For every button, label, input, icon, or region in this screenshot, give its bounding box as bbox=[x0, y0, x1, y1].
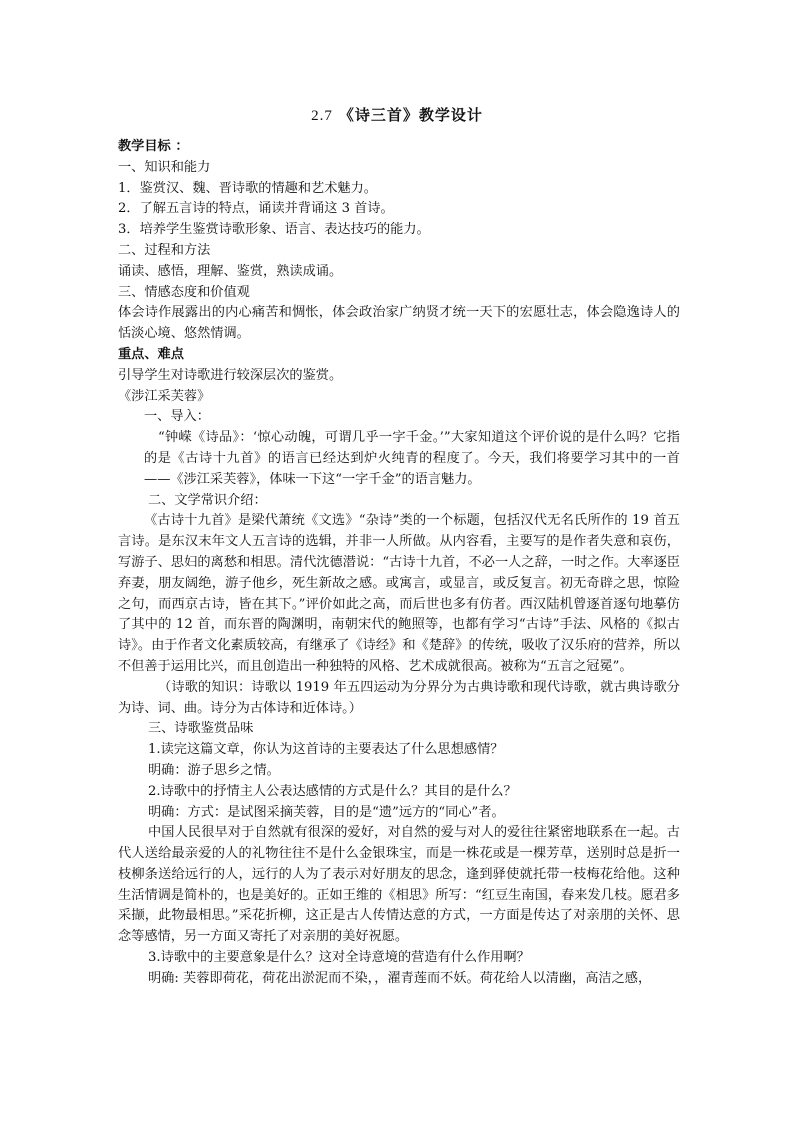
literature-text: 《古诗十九首》是梁代萧统《文选》“杂诗”类的一个标题，包括汉代无名氏所作的 19 首五言诗。是东汉末年文人五言诗的选辑，并非一人所做。从内容看，主要写的是作者失意和哀伤，写游子、思妇的离愁和相思。清代沈德潜说：“古诗十九首，不必一人之辞，一时之作。大率逐臣弃妻，朋友阔绝，游子他乡，死生新故之感。或寓言，或显言，或反复言。初无奇辟之思，惊险之句，而西京古诗，皆在其下。”评价如此之高，而后世也多有仿者。西汉陆机曾逐首逐句地摹仿了其中的 12 首，而东晋的陶渊明，南朝宋代的鲍照等，也都有学习“古诗”手法、风格的《拟古诗》。由于作者文化素质较高，有继承了《诗经》和《楚辞》的传统，吸收了汉乐府的营养，所以不但善于运用比兴，而且创造出一种独特的风格、艺术成就很高。被称为“五言之冠冕”。 bbox=[118, 513, 680, 674]
section-knowledge: 一、知识和能力 bbox=[118, 159, 211, 175]
document-body bbox=[118, 137, 680, 990]
goal-item-3: 3．培养学生鉴赏诗歌形象、语言、表达技巧的能力。 bbox=[118, 222, 430, 238]
key-heading: 重点、难点 bbox=[118, 346, 184, 362]
document-title bbox=[0, 104, 794, 125]
question-2: 2.诗歌中的抒情主人公表达感情的方式是什么？其目的是什么？ bbox=[148, 783, 517, 799]
title-number: 2.7 bbox=[311, 108, 333, 124]
literature-heading: 二、文学常识介绍： bbox=[148, 492, 267, 508]
key-text: 引导学生对诗歌进行较深层次的鉴赏。 bbox=[118, 367, 343, 383]
attitude-text: 体会诗作展露出的内心痛苦和惆怅，体会政治家广纳贤才统一天下的宏愿壮志，体会隐逸诗人的恬淡心境、悠然情调。 bbox=[118, 305, 680, 342]
question-1: 1.读完这篇文章，你认为这首诗的主要表达了什么思想感情？ bbox=[148, 742, 504, 758]
poetry-note: （诗歌的知识：诗歌以 1919 年五四运动为分界分为古典诗歌和现代诗歌，就古典诗歌分为诗、词、曲。诗分为古体诗和近体诗。） bbox=[118, 679, 680, 716]
section-process: 二、过程和方法 bbox=[118, 242, 211, 258]
answer-2: 明确：方式：是试图采摘芙蓉，目的是“遗”远方的“同心”者。 bbox=[148, 804, 505, 820]
answer-1: 明确：游子思乡之情。 bbox=[148, 762, 280, 778]
goal-item-1: 1．鉴赏汉、魏、晋诗歌的情趣和艺术魅力。 bbox=[118, 180, 377, 196]
appreciation-heading: 三、诗歌鉴赏品味 bbox=[148, 721, 254, 737]
answer-3: 明确: 芙蓉即荷花，荷花出淤泥而不染，，濯青莲而不妖。荷花给人以清幽，高洁之感， bbox=[148, 970, 652, 986]
nature-paragraph: 中国人民很早对于自然就有很深的爱好，对自然的爱与对人的爱往往紧密地联系在一起。古代人送给最亲爱的人的礼物往往不是什么金银珠宝，而是一株花或是一棵芳草，送别时总是折一枝柳条送给远行的人，远行的人为了表示对好朋友的思念，逢到驿使就托带一枝梅花给他。这种生活情调是简朴的，也是美好的。正如王维的《相思》所写：“红豆生南国，春来发几枝。愿君多采撷，此物最相思。”采花折柳，这正是古人传情达意的方式，一方面是传达了对亲朋的关怀、思念等感情，另一方面又寄托了对亲朋的美好祝愿。 bbox=[118, 825, 680, 945]
poem-title: 《涉江采芙蓉》 bbox=[118, 388, 211, 404]
intro-text: “钟嵘《诗品》：‘惊心动魄，可谓几乎一字千金。’”大家知道这个评价说的是什么吗？它指的是《古诗十九首》的语言已经达到炉火纯青的程度了。今天，我们将要学习其中的一首——《涉江采芙蓉》，体味一下这“一字千金”的语言魅力。 bbox=[144, 430, 680, 487]
intro-heading: 一、导入： bbox=[144, 409, 210, 425]
process-text: 诵读、感悟，理解、鉴赏，熟读成诵。 bbox=[118, 263, 343, 279]
section-attitude: 三、情感态度和价值观 bbox=[118, 284, 250, 300]
title-text: 《诗三首》教学设计 bbox=[338, 106, 483, 124]
goal-item-2: 2．了解五言诗的特点，诵读并背诵这 3 首诗。 bbox=[118, 201, 394, 217]
question-3: 3.诗歌中的主要意象是什么？这对全诗意境的营造有什么作用啊？ bbox=[148, 950, 530, 966]
goal-heading: 教学目标 ： bbox=[118, 139, 189, 154]
